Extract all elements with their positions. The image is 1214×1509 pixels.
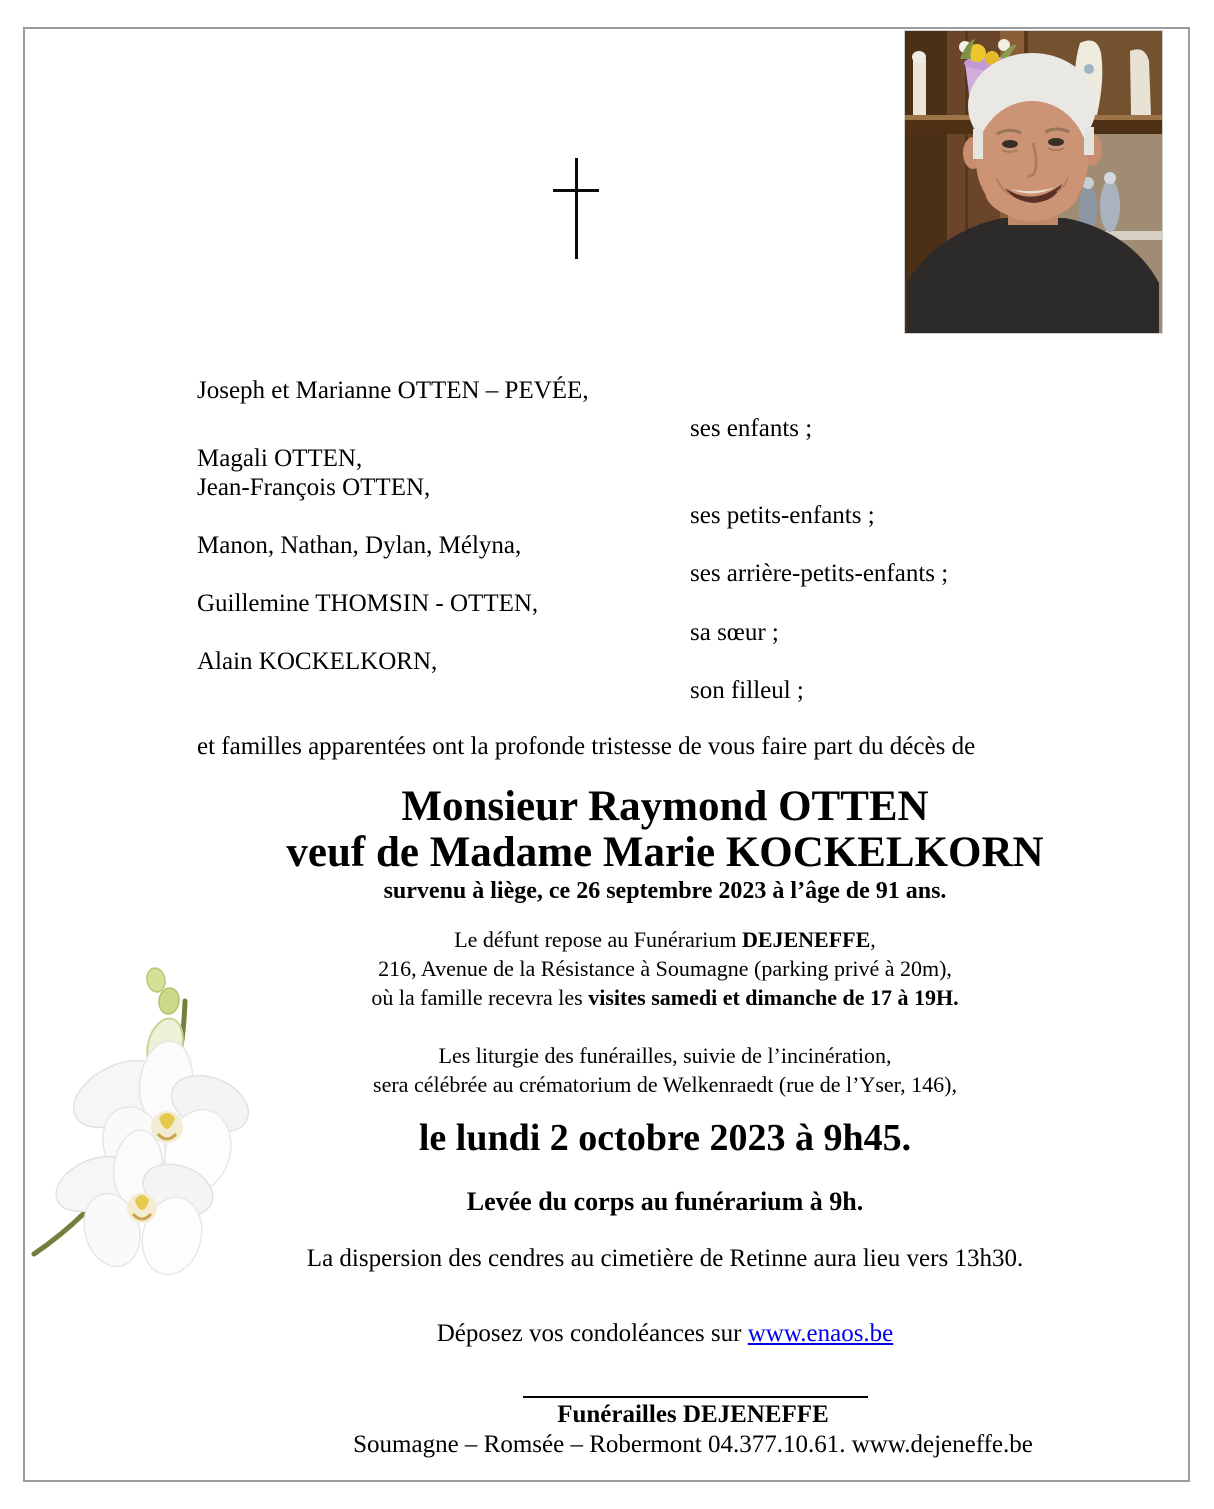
cross-horizontal-bar xyxy=(553,189,599,192)
cross-vertical-bar xyxy=(575,158,578,259)
funeral-home-title: Funérailles DEJENEFFE xyxy=(557,1401,829,1428)
relation-label: ses petits-enfants ; xyxy=(690,502,875,529)
levee-du-corps-text: Levée du corps au funérarium à 9h. xyxy=(466,1187,864,1216)
ceremony-line-1: Les liturgie des funérailles, suivie de l’incinération, xyxy=(438,1043,892,1068)
funeral-home-info: Soumagne – Romsée – Robermont 04.377.10.61. www.dejeneffe.be xyxy=(353,1431,1033,1458)
family-name-line: Joseph et Marianne OTTEN – PEVÉE, xyxy=(197,377,589,404)
enaos-link[interactable]: www.enaos.be xyxy=(747,1320,894,1347)
condolences-line xyxy=(140,1320,1190,1348)
relation-label: ses enfants ; xyxy=(690,415,813,442)
relation-label: son filleul ; xyxy=(690,677,804,704)
family-name-line: Jean-François OTTEN, xyxy=(197,474,431,501)
ashes-dispersion-text: La dispersion des cendres au cimetière de Retinne aura lieu vers 13h30. xyxy=(306,1245,1024,1272)
family-name-line: Manon, Nathan, Dylan, Mélyna, xyxy=(197,532,522,559)
intro-text: et familles apparentées ont la profonde tristesse de vous faire part du décès de xyxy=(197,733,976,760)
relation-label: sa sœur ; xyxy=(690,619,779,646)
visits-schedule: visites samedi et dimanche de 17 à 19H. xyxy=(588,985,959,1010)
repose-line-2: 216, Avenue de la Résistance à Soumagne (parking privé à 20m), xyxy=(378,956,952,981)
ceremony-date: le lundi 2 octobre 2023 à 9h45. xyxy=(418,1117,912,1159)
footer-divider xyxy=(523,1396,868,1398)
repose-prefix: Le défunt repose au Funérarium xyxy=(454,927,742,952)
deceased-name-title: Monsieur Raymond OTTEN xyxy=(401,783,929,830)
christian-cross-icon xyxy=(550,155,605,265)
deceased-spouse-title: veuf de Madame Marie KOCKELKORN xyxy=(286,829,1044,876)
visits-prefix: où la famille recevra les xyxy=(371,985,589,1010)
repose-suffix: , xyxy=(870,927,876,952)
family-name-line: Alain KOCKELKORN, xyxy=(197,648,438,675)
portrait-photo xyxy=(904,30,1163,334)
funeral-home-name: DEJENEFFE xyxy=(741,927,871,952)
death-date-subtitle: survenu à liège, ce 26 septembre 2023 à l’âge de 91 ans. xyxy=(383,878,947,904)
ceremony-line-2: sera célébrée au crématorium de Welkenraedt (rue de l’Yser, 146), xyxy=(373,1072,957,1097)
family-name-line: Guillemine THOMSIN - OTTEN, xyxy=(197,590,539,617)
portrait-photo-illustration xyxy=(905,31,1162,333)
white-orchid-decoration xyxy=(26,946,308,1294)
family-name-line: Magali OTTEN, xyxy=(197,445,363,472)
orchid-illustration xyxy=(26,946,308,1294)
relation-label: ses arrière-petits-enfants ; xyxy=(690,560,949,587)
condolences-text: Déposez vos condoléances sur xyxy=(436,1320,748,1347)
